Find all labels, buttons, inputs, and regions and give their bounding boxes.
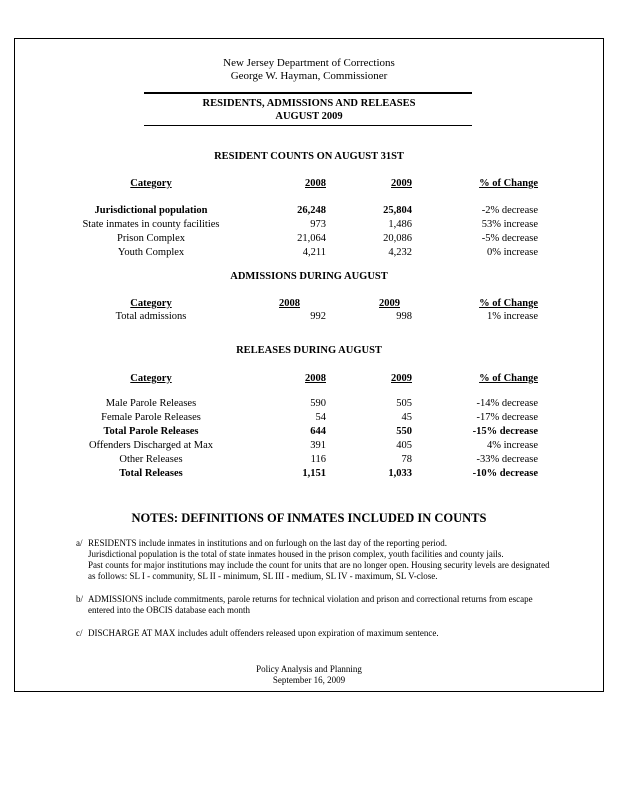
note-b-label: b/ — [76, 594, 84, 604]
table-row-2009: 405 — [396, 440, 412, 451]
table-row-2008: 26,248 — [297, 205, 326, 216]
table-row-2009: 1,033 — [388, 468, 412, 479]
table-row-2008: 644 — [310, 426, 326, 437]
note-a-line: Jurisdictional population is the total of state inmates housed in the prison complex, youth facilities and county jails. — [88, 549, 504, 559]
table-row-category: Total admissions — [115, 311, 187, 322]
table-row-2008: 1,151 — [302, 468, 326, 479]
note-b-line: entered into the OBCIS database each month — [88, 605, 250, 615]
table-row-2009: 550 — [396, 426, 412, 437]
table-row-category: Jurisdictional population — [94, 205, 208, 216]
table-row-change: 0% increase — [486, 247, 538, 258]
admissions-col-change: % of Change — [479, 298, 538, 309]
note-a-line: Past counts for major institutions may include the count for units that are no longer open. Housing security levels are designated — [88, 560, 550, 570]
table-row-2008: 21,064 — [297, 233, 326, 244]
table-row-category: Male Parole Releases — [105, 398, 197, 409]
admissions-col-2008: 2008 — [279, 298, 300, 309]
table-row-2008: 590 — [310, 398, 326, 409]
table-row-category: Youth Complex — [117, 247, 185, 258]
releases-heading: RELEASES DURING AUGUST — [236, 345, 382, 356]
table-row-2009: 20,086 — [383, 233, 412, 244]
table-row-2008: 4,211 — [302, 247, 326, 258]
admissions-col-2009: 2009 — [379, 298, 400, 309]
table-row-2008: 54 — [315, 412, 326, 423]
table-row-change: -5% decrease — [481, 233, 538, 244]
table-row-category: Offenders Discharged at Max — [88, 440, 214, 451]
residents-col-2009: 2009 — [391, 178, 412, 189]
note-a-label: a/ — [76, 538, 83, 548]
title-top-rule — [144, 92, 472, 94]
table-row-2009: 1,486 — [388, 219, 412, 230]
note-c-label: c/ — [76, 628, 83, 638]
table-row-2008: 391 — [310, 440, 326, 451]
table-row-2009: 78 — [401, 454, 412, 465]
table-row-2009: 25,804 — [383, 205, 412, 216]
report-title: RESIDENTS, ADMISSIONS AND RELEASES — [202, 98, 416, 109]
notes-title: NOTES: DEFINITIONS OF INMATES INCLUDED IN COUNTS — [131, 511, 487, 525]
title-bottom-rule — [144, 125, 472, 126]
note-a-line: RESIDENTS include inmates in institutions and on furlough on the last day of the reporting period. — [88, 538, 447, 548]
table-row-2008: 992 — [310, 311, 326, 322]
commissioner-name: George W. Hayman, Commissioner — [230, 70, 388, 82]
table-row-change: -10% decrease — [472, 468, 538, 479]
table-row-category: State inmates in county facilities — [82, 219, 220, 230]
footer-date: September 16, 2009 — [272, 675, 346, 685]
table-row-category: Total Releases — [119, 468, 183, 479]
table-row-change: -2% decrease — [481, 205, 538, 216]
table-row-2009: 505 — [396, 398, 412, 409]
table-row-2009: 4,232 — [388, 247, 412, 258]
admissions-col-category: Category — [130, 298, 172, 309]
admissions-heading: ADMISSIONS DURING AUGUST — [230, 271, 388, 282]
note-a-line: as follows: SL I - community, SL II - minimum, SL III - medium, SL IV - maximum, SL V-close. — [88, 571, 438, 581]
table-row-change: 1% increase — [486, 311, 538, 322]
table-row-change: 53% increase — [481, 219, 538, 230]
table-row-2009: 998 — [396, 311, 412, 322]
department-name: New Jersey Department of Corrections — [223, 57, 395, 69]
note-c-line: DISCHARGE AT MAX includes adult offenders released upon expiration of maximum sentence. — [88, 628, 439, 638]
releases-col-change: % of Change — [479, 373, 538, 384]
table-row-category: Other Releases — [119, 454, 183, 465]
table-row-2008: 116 — [310, 454, 326, 465]
table-row-change: -14% decrease — [476, 398, 538, 409]
table-row-2009: 45 — [401, 412, 412, 423]
residents-heading: RESIDENT COUNTS ON AUGUST 31ST — [214, 151, 404, 162]
table-row-change: -33% decrease — [476, 454, 538, 465]
footer-office: Policy Analysis and Planning — [256, 664, 362, 674]
table-row-category: Total Parole Releases — [103, 426, 199, 437]
releases-col-2008: 2008 — [305, 373, 326, 384]
residents-col-change: % of Change — [479, 178, 538, 189]
releases-col-2009: 2009 — [391, 373, 412, 384]
table-row-2008: 973 — [310, 219, 326, 230]
releases-col-category: Category — [130, 373, 172, 384]
table-row-category: Prison Complex — [117, 233, 185, 244]
table-row-change: 4% increase — [486, 440, 538, 451]
residents-col-2008: 2008 — [305, 178, 326, 189]
table-row-change: -15% decrease — [472, 426, 538, 437]
residents-col-category: Category — [130, 178, 172, 189]
table-row-category: Female Parole Releases — [101, 412, 201, 423]
table-row-change: -17% decrease — [476, 412, 538, 423]
note-b-line: ADMISSIONS include commitments, parole returns for technical violation and prison and correctional returns from escape — [88, 594, 533, 604]
report-period: AUGUST 2009 — [275, 111, 343, 122]
